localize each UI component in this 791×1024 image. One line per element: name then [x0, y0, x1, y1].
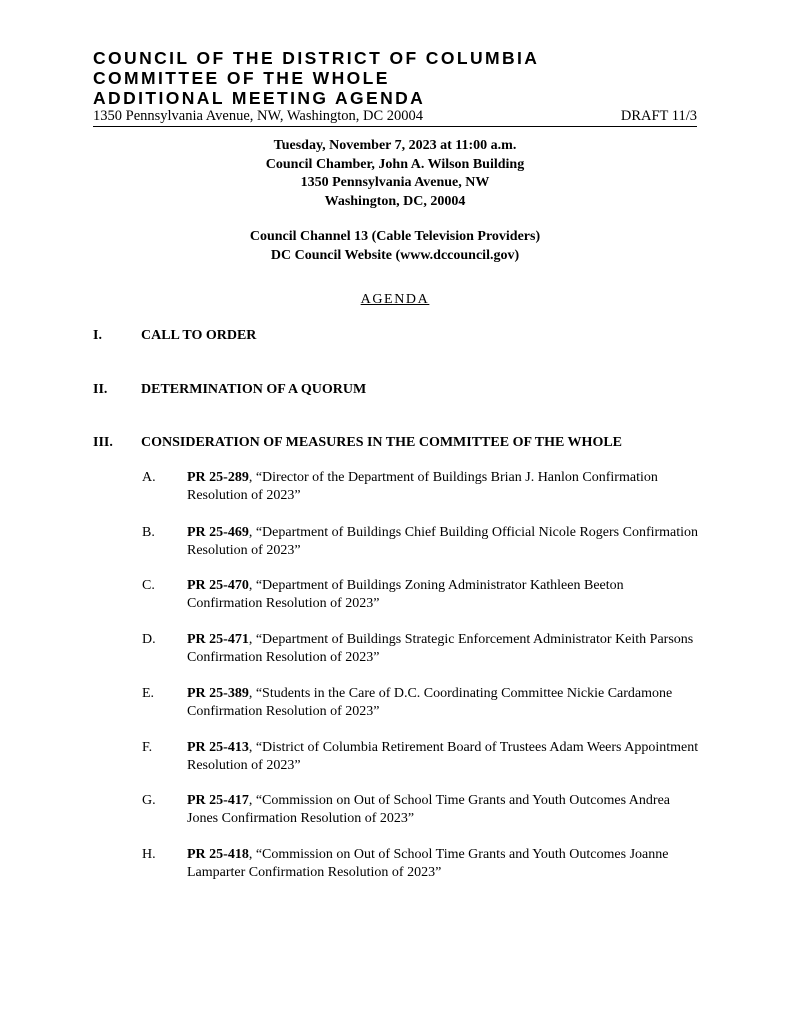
item-text: , “Director of the Department of Buildings Brian J. Hanlon Confirmation Resolution of 2023”	[187, 470, 658, 503]
item-text: , “Commission on Out of School Time Grants and Youth Outcomes Andrea Jones Confirmation Resolution of 2023”	[187, 793, 670, 826]
item-letter: F.	[142, 740, 153, 755]
meeting-datetime: Tuesday, November 7, 2023 at 11:00 a.m.	[273, 138, 517, 153]
item-code: PR 25-418	[187, 847, 249, 862]
agenda-heading-text: AGENDA	[360, 292, 430, 307]
section-number: III.	[93, 435, 113, 450]
meeting-info	[93, 137, 697, 211]
section-number: II.	[93, 382, 108, 397]
item-code: PR 25-470	[187, 578, 249, 593]
item-text: , “Commission on Out of School Time Grants and Youth Outcomes Joanne Lamparter Confirmation Resolution of 2023”	[187, 847, 669, 880]
item-code: PR 25-471	[187, 632, 249, 647]
item-code: PR 25-289	[187, 470, 249, 485]
item-letter: E.	[142, 686, 155, 701]
section-title: CONSIDERATION OF MEASURES IN THE COMMITTEE OF THE WHOLE	[141, 435, 623, 450]
item-code: PR 25-417	[187, 793, 249, 808]
agenda-heading	[93, 292, 697, 308]
item-letter: H.	[142, 847, 156, 862]
item-letter: D.	[142, 632, 156, 647]
meeting-street: 1350 Pennsylvania Avenue, NW	[300, 175, 490, 190]
section-number: I.	[93, 328, 102, 343]
broadcast-info	[93, 228, 697, 265]
broadcast-channel: Council Channel 13 (Cable Television Providers)	[249, 229, 541, 244]
item-text: , “District of Columbia Retirement Board of Trustees Adam Weers Appointment Resolution of 2023”	[187, 740, 699, 773]
item-code: PR 25-413	[187, 740, 249, 755]
section-title: DETERMINATION OF A QUORUM	[141, 382, 367, 397]
header-committee-title: COMMITTEE OF THE WHOLE	[93, 68, 390, 88]
item-text: , “Department of Buildings Zoning Administrator Kathleen Beeton Confirmation Resolution of 2023”	[187, 578, 624, 611]
item-text: , “Students in the Care of D.C. Coordinating Committee Nickie Cardamone Confirmation Resolution of 2023”	[187, 686, 673, 719]
section-title: CALL TO ORDER	[141, 328, 257, 343]
meeting-location: Council Chamber, John A. Wilson Building	[265, 156, 525, 172]
draft-label: DRAFT 11/3	[620, 108, 697, 124]
item-letter: B.	[142, 525, 155, 540]
header-agenda-title: ADDITIONAL MEETING AGENDA	[93, 88, 426, 108]
broadcast-website: DC Council Website (www.dccouncil.gov)	[270, 247, 520, 263]
item-text: , “Department of Buildings Chief Building Official Nicole Rogers Confirmation Resolution of 2023”	[187, 525, 699, 558]
item-letter: A.	[142, 470, 156, 485]
header-council-title: COUNCIL OF THE DISTRICT OF COLUMBIA	[93, 48, 540, 68]
item-text: , “Department of Buildings Strategic Enforcement Administrator Keith Parsons Confirmation Resolution of 2023”	[187, 632, 694, 665]
item-code: PR 25-469	[187, 525, 249, 540]
header-address-line	[93, 108, 697, 127]
meeting-city: Washington, DC, 20004	[324, 193, 466, 209]
item-letter: G.	[142, 793, 156, 808]
item-code: PR 25-389	[187, 686, 249, 701]
header-address: 1350 Pennsylvania Avenue, NW, Washington, DC 20004	[93, 108, 424, 124]
item-letter: C.	[142, 578, 155, 593]
